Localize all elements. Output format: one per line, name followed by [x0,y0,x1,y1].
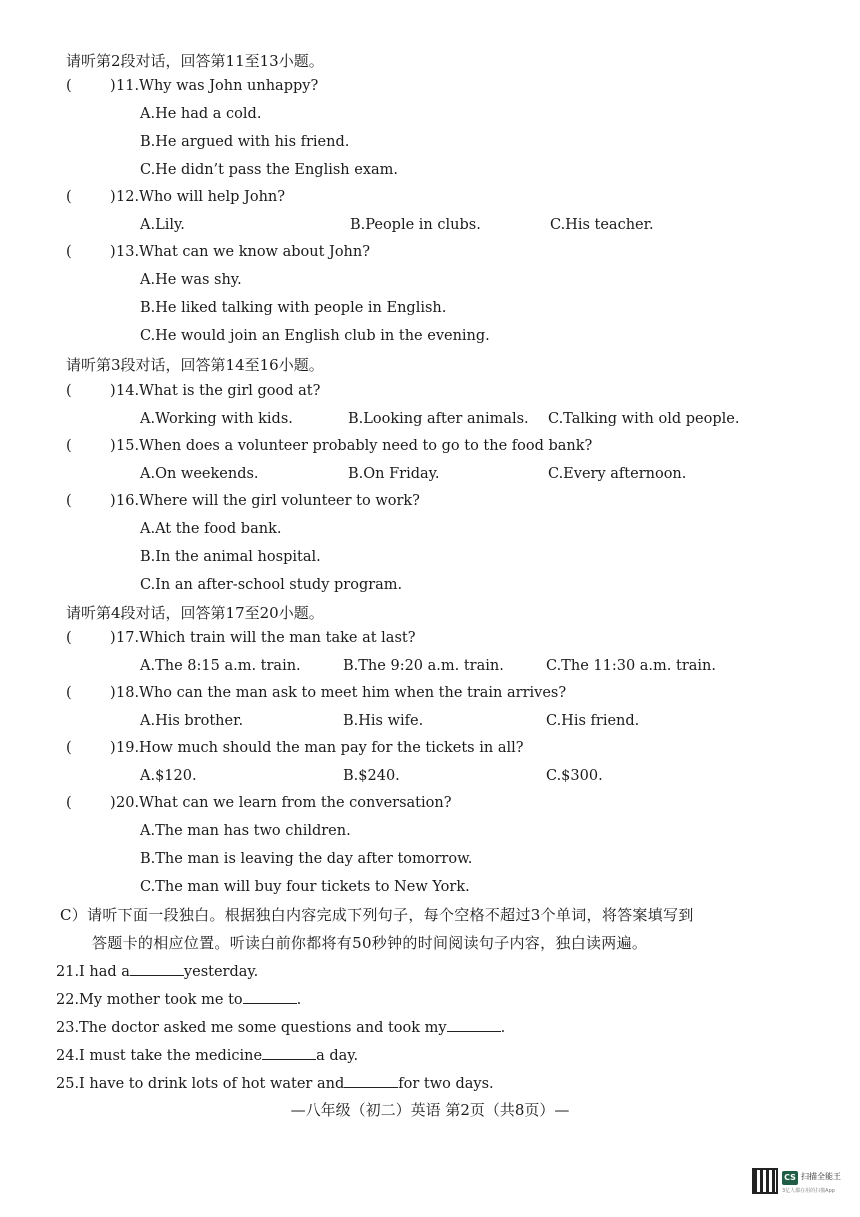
question-text: 20.What can we learn from the conversation? [116,795,452,811]
option-c: C.The man will buy four tickets to New York. [140,879,470,895]
sentence-start: 25.I have to drink lots of hot water and [56,1076,345,1092]
option-b: B.His wife. [343,713,424,729]
question-11 [66,78,826,100]
option-c: C.His friend. [546,713,640,729]
option-b: B.In the animal hospital. [140,549,321,565]
answer-bracket-close: ) [110,189,116,205]
answer-bracket-close: ) [110,685,116,701]
fill-sentence-21 [56,961,258,980]
section-heading-3: 请听第3段对话，回答第14至16小题。 [66,356,324,374]
answer-blank[interactable] [262,1045,316,1060]
answer-bracket-close: ) [110,244,116,260]
page-footer: —八年级（初二）英语 第2页（共8页）— [290,1101,570,1119]
option-a: A.His brother. [140,713,244,729]
option-c: C.Talking with old people. [548,411,740,427]
section-heading-2: 请听第2段对话，回答第11至13小题。 [66,52,324,70]
scanner-subtitle: 3亿人都在用的扫描App [782,1188,835,1194]
answer-blank[interactable] [130,961,184,976]
option-a: A.The 8:15 a.m. train. [140,658,301,674]
question-text: 19.How much should the man pay for the tickets in all? [116,740,524,756]
option-a: A.Lily. [140,217,185,233]
answer-blank[interactable] [447,1017,501,1032]
option-a: A.$120. [140,768,197,784]
question-12 [66,189,826,211]
sentence-end: a day. [316,1048,359,1064]
question-16 [66,493,826,515]
answer-bracket-open: ( [66,630,72,646]
option-c: C.$300. [546,768,603,784]
option-a: A.He had a cold. [140,106,262,122]
scanner-watermark [752,1168,850,1198]
question-19 [66,740,826,762]
question-18 [66,685,826,707]
option-c: C.His teacher. [550,217,654,233]
answer-bracket-open: ( [66,493,72,509]
option-c: C.In an after-school study program. [140,577,403,593]
part-c-instruction-line1: C）请听下面一段独白。根据独白内容完成下列句子，每个空格不超过3个单词，将答案填写到 [60,906,694,924]
option-b: B.$240. [343,768,400,784]
sentence-start: 22.My mother took me to [56,992,243,1008]
question-text: 18.Who can the man ask to meet him when the train arrives? [116,685,567,701]
answer-bracket-open: ( [66,795,72,811]
scanner-badge: CS [782,1171,798,1185]
answer-bracket-open: ( [66,438,72,454]
qr-code-icon [752,1168,778,1194]
fill-sentence-22 [56,989,301,1008]
answer-blank[interactable] [344,1073,398,1088]
answer-bracket-close: ) [110,630,116,646]
option-b: B.He argued with his friend. [140,134,350,150]
question-text: 11.Why was John unhappy? [116,78,319,94]
fill-sentence-24 [56,1045,358,1064]
fill-sentence-23 [56,1017,505,1036]
question-text: 12.Who will help John? [116,189,286,205]
question-text: 15.When does a volunteer probably need to go to the food bank? [116,438,593,454]
question-text: 14.What is the girl good at? [116,383,321,399]
question-14 [66,383,826,405]
section-heading-4: 请听第4段对话，回答第17至20小题。 [66,604,324,622]
option-b: B.He liked talking with people in English. [140,300,447,316]
answer-bracket-close: ) [110,383,116,399]
scanner-title: 扫描全能王 [801,1172,841,1181]
sentence-end: . [500,1020,506,1036]
option-b: B.Looking after animals. [348,411,529,427]
option-b: B.On Friday. [348,466,440,482]
answer-bracket-open: ( [66,383,72,399]
option-a: A.On weekends. [140,466,259,482]
answer-bracket-open: ( [66,78,72,94]
part-c-instruction-line2: 答题卡的相应位置。听读白前你都将有50秒钟的时间阅读句子内容，独白读两遍。 [92,934,648,952]
sentence-end: yesterday. [183,964,259,980]
option-c: C.He didn’t pass the English exam. [140,162,399,178]
answer-bracket-close: ) [110,795,116,811]
sentence-start: 23.The doctor asked me some questions and took my [56,1020,447,1036]
sentence-end: for two days. [398,1076,494,1092]
sentence-end: . [296,992,302,1008]
answer-bracket-close: ) [110,78,116,94]
sentence-start: 24.I must take the medicine [56,1048,263,1064]
question-13 [66,244,826,266]
answer-bracket-close: ) [110,740,116,756]
option-b: B.People in clubs. [350,217,481,233]
question-15 [66,438,826,460]
option-b: B.The 9:20 a.m. train. [343,658,504,674]
question-20 [66,795,826,817]
option-a: A.He was shy. [140,272,242,288]
answer-blank[interactable] [243,989,297,1004]
question-text: 17.Which train will the man take at last? [116,630,416,646]
question-text: 13.What can we know about John? [116,244,370,260]
answer-bracket-open: ( [66,244,72,260]
answer-bracket-open: ( [66,685,72,701]
sentence-start: 21.I had a [56,964,130,980]
answer-bracket-close: ) [110,438,116,454]
question-text: 16.Where will the girl volunteer to work? [116,493,420,509]
fill-sentence-25 [56,1073,494,1092]
option-b: B.The man is leaving the day after tomorrow. [140,851,473,867]
answer-bracket-open: ( [66,740,72,756]
option-a: A.At the food bank. [140,521,282,537]
option-a: A.Working with kids. [140,411,293,427]
option-c: C.He would join an English club in the evening. [140,328,490,344]
option-a: A.The man has two children. [140,823,351,839]
question-17 [66,630,826,652]
option-c: C.Every afternoon. [548,466,687,482]
answer-bracket-close: ) [110,493,116,509]
option-c: C.The 11:30 a.m. train. [546,658,716,674]
answer-bracket-open: ( [66,189,72,205]
